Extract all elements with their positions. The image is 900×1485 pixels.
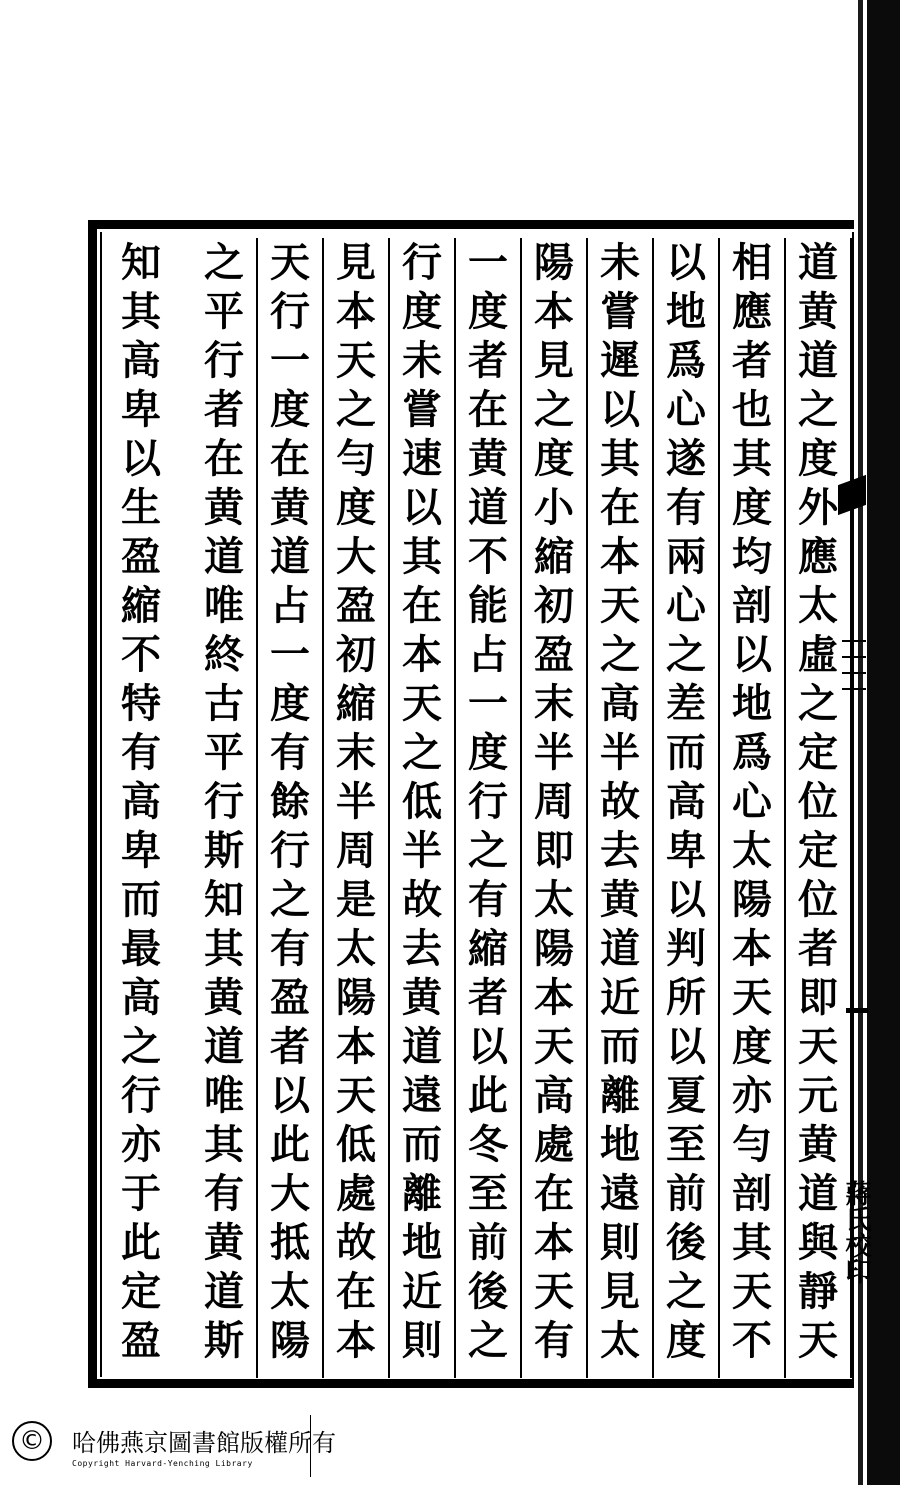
column-character: 未 [600, 239, 640, 286]
column-character: 心 [666, 386, 706, 433]
column-character: 元 [798, 1072, 838, 1119]
column-character: 之 [600, 631, 640, 678]
column-character: 之 [270, 876, 310, 923]
column-character: 太 [336, 925, 376, 972]
column-character: 後 [666, 1219, 706, 1266]
column-character: 在 [600, 484, 640, 531]
column-character: 離 [402, 1170, 442, 1217]
column-character: 有 [204, 1170, 244, 1217]
column-character: 至 [468, 1170, 508, 1217]
column-character: 其 [732, 435, 772, 482]
column-character: 前 [468, 1219, 508, 1266]
column-character: 定 [121, 1268, 161, 1315]
column-character: 行 [204, 337, 244, 384]
column-character: 天 [732, 974, 772, 1021]
column-character: 去 [402, 925, 442, 972]
column-character: 初 [336, 631, 376, 678]
column-character: 縮 [534, 533, 574, 580]
column-character: 之 [798, 680, 838, 727]
column-character: 其 [204, 925, 244, 972]
column-character: 道 [798, 337, 838, 384]
column-character: 者 [468, 974, 508, 1021]
column-character: 地 [732, 680, 772, 727]
column-character: 以 [121, 435, 161, 482]
column-character: 處 [336, 1170, 376, 1217]
column-character: 在 [270, 435, 310, 482]
column-character: 占 [270, 582, 310, 629]
column-character: 兩 [666, 533, 706, 580]
column-character: 于 [121, 1170, 161, 1217]
column-character: 以 [270, 1072, 310, 1119]
column-character: 天 [600, 582, 640, 629]
copyright-chinese: 哈佛燕京圖書館版權所有 [72, 1429, 336, 1457]
column-character: 唯 [204, 1072, 244, 1119]
fold-tick [846, 1008, 868, 1013]
column-character: 以 [402, 484, 442, 531]
column-character: 占 [468, 631, 508, 678]
column-character: 度 [468, 729, 508, 776]
column-character: 天 [336, 1072, 376, 1119]
column-character: 以 [666, 239, 706, 286]
column-character: 近 [402, 1268, 442, 1315]
column-character: 一 [270, 631, 310, 678]
column-character: 勻 [336, 435, 376, 482]
column-character: 而 [121, 876, 161, 923]
column-character: 高 [121, 974, 161, 1021]
column-character: 處 [534, 1121, 574, 1168]
column-character: 嘗 [600, 288, 640, 335]
column-character: 在 [336, 1268, 376, 1315]
column-character: 度 [798, 435, 838, 482]
column-character: 之 [336, 386, 376, 433]
column-character: 盈 [121, 533, 161, 580]
column-character: 應 [798, 533, 838, 580]
column-character: 之 [468, 827, 508, 874]
column-character: 者 [204, 386, 244, 433]
column-character: 周 [534, 778, 574, 825]
column-character: 盈 [534, 631, 574, 678]
column-character: 本 [534, 288, 574, 335]
column-character: 亦 [121, 1121, 161, 1168]
column-character: 之 [666, 631, 706, 678]
column-character: 故 [336, 1219, 376, 1266]
column-character: 太 [798, 582, 838, 629]
column-character: 之 [798, 386, 838, 433]
column-character: 度 [270, 680, 310, 727]
column-character: 本 [534, 1219, 574, 1266]
column-character: 故 [402, 876, 442, 923]
column-character: 心 [666, 582, 706, 629]
column-character: 前 [666, 1170, 706, 1217]
column-character: 相 [732, 239, 772, 286]
column-character: 黄 [600, 876, 640, 923]
column-character: 半 [534, 729, 574, 776]
column-character: 半 [402, 827, 442, 874]
column-character: 道 [270, 533, 310, 580]
column-character: 度 [402, 288, 442, 335]
column-character: 道 [204, 1023, 244, 1070]
column-character: 道 [402, 1023, 442, 1070]
column-character: 斯 [204, 827, 244, 874]
text-column [192, 238, 258, 1378]
column-character: 差 [666, 680, 706, 727]
column-character: 之 [204, 239, 244, 286]
column-character: 大 [336, 533, 376, 580]
column-character: 度 [534, 435, 574, 482]
column-character: 位 [798, 876, 838, 923]
column-character: 者 [732, 337, 772, 384]
column-character: 太 [600, 1317, 640, 1364]
column-character: 度 [468, 288, 508, 335]
column-character: 大 [270, 1170, 310, 1217]
column-character: 而 [402, 1121, 442, 1168]
column-character: 高 [121, 778, 161, 825]
column-character: 有 [270, 925, 310, 972]
column-character: 近 [600, 974, 640, 1021]
margin-stamp-text: 蔣氏校印 [841, 1180, 871, 1284]
column-character: 天 [732, 1268, 772, 1315]
column-character: 有 [534, 1317, 574, 1364]
column-character: 以 [600, 386, 640, 433]
column-character: 本 [336, 1317, 376, 1364]
column-character: 一 [270, 337, 310, 384]
column-character: 唯 [204, 582, 244, 629]
column-character: 道 [600, 925, 640, 972]
column-character: 高 [534, 1072, 574, 1119]
column-character: 餘 [270, 778, 310, 825]
column-character: 初 [534, 582, 574, 629]
column-character: 有 [468, 876, 508, 923]
column-character: 本 [402, 631, 442, 678]
column-character: 遠 [402, 1072, 442, 1119]
column-character: 能 [468, 582, 508, 629]
column-character: 陽 [270, 1317, 310, 1364]
column-character: 一 [468, 680, 508, 727]
column-character: 行 [270, 288, 310, 335]
column-character: 行 [468, 778, 508, 825]
text-column [654, 238, 720, 1378]
text-column [456, 238, 522, 1378]
column-character: 見 [336, 239, 376, 286]
column-character: 黄 [468, 435, 508, 482]
copyright-block [0, 1415, 336, 1477]
column-character: 冬 [468, 1121, 508, 1168]
column-character: 天 [336, 337, 376, 384]
column-character: 行 [402, 239, 442, 286]
column-character: 縮 [468, 925, 508, 972]
column-character: 黄 [204, 1219, 244, 1266]
column-character: 縮 [121, 582, 161, 629]
column-character: 有 [121, 729, 161, 776]
column-character: 卑 [121, 827, 161, 874]
column-character: 小 [534, 484, 574, 531]
column-character: 黄 [402, 974, 442, 1021]
column-character: 盈 [270, 974, 310, 1021]
column-character: 黄 [270, 484, 310, 531]
column-character: 所 [666, 974, 706, 1021]
column-character: 太 [270, 1268, 310, 1315]
column-character: 之 [666, 1268, 706, 1315]
column-character: 則 [402, 1317, 442, 1364]
column-character: 卑 [121, 386, 161, 433]
text-column [258, 238, 324, 1378]
column-character: 有 [666, 484, 706, 531]
column-character: 其 [732, 1219, 772, 1266]
text-column [390, 238, 456, 1378]
column-character: 不 [732, 1317, 772, 1364]
column-character: 平 [204, 288, 244, 335]
column-character: 終 [204, 631, 244, 678]
column-character: 道 [798, 239, 838, 286]
column-character: 黄 [798, 288, 838, 335]
column-character: 半 [336, 778, 376, 825]
column-character: 遠 [600, 1170, 640, 1217]
column-character: 心 [732, 778, 772, 825]
column-character: 故 [600, 778, 640, 825]
column-character: 未 [402, 337, 442, 384]
column-character: 本 [336, 288, 376, 335]
column-character: 此 [121, 1219, 161, 1266]
text-column [720, 238, 786, 1378]
column-character: 盈 [121, 1317, 161, 1364]
column-character: 不 [468, 533, 508, 580]
column-character: 在 [534, 1170, 574, 1217]
column-character: 爲 [732, 729, 772, 776]
column-character: 離 [600, 1072, 640, 1119]
column-character: 剖 [732, 582, 772, 629]
column-character: 天 [798, 1023, 838, 1070]
column-character: 其 [204, 1121, 244, 1168]
column-character: 之 [468, 1317, 508, 1364]
fold-marks [842, 640, 866, 704]
column-character: 其 [121, 288, 161, 335]
fold-stamp-bar [852, 1150, 854, 1180]
column-character: 道 [204, 533, 244, 580]
column-character: 速 [402, 435, 442, 482]
column-character: 行 [121, 1072, 161, 1119]
column-character: 不 [121, 631, 161, 678]
column-character: 者 [468, 337, 508, 384]
column-character: 之 [121, 1023, 161, 1070]
text-column [522, 238, 588, 1378]
column-character: 爲 [666, 337, 706, 384]
column-character: 太 [732, 827, 772, 874]
column-character: 高 [666, 778, 706, 825]
column-character: 其 [600, 435, 640, 482]
column-character: 周 [336, 827, 376, 874]
column-character: 行 [270, 827, 310, 874]
column-character: 在 [402, 582, 442, 629]
column-character: 天 [402, 680, 442, 727]
column-character: 夏 [666, 1072, 706, 1119]
column-character: 本 [336, 1023, 376, 1070]
column-character: 有 [270, 729, 310, 776]
column-character: 度 [336, 484, 376, 531]
column-character: 度 [732, 1023, 772, 1070]
column-character: 天 [270, 239, 310, 286]
column-character: 本 [732, 925, 772, 972]
column-character: 亦 [732, 1072, 772, 1119]
column-character: 斯 [204, 1317, 244, 1364]
column-character: 度 [666, 1317, 706, 1364]
column-character: 位 [798, 778, 838, 825]
text-column [324, 238, 390, 1378]
column-character: 抵 [270, 1219, 310, 1266]
column-character: 低 [402, 778, 442, 825]
column-character: 嘗 [402, 386, 442, 433]
column-character: 地 [402, 1219, 442, 1266]
column-character: 平 [204, 729, 244, 776]
column-character: 此 [468, 1072, 508, 1119]
column-character: 之 [402, 729, 442, 776]
column-character: 半 [600, 729, 640, 776]
column-character: 後 [468, 1268, 508, 1315]
column-character: 末 [534, 680, 574, 727]
column-character: 高 [600, 680, 640, 727]
column-character: 而 [600, 1023, 640, 1070]
column-character: 黄 [798, 1121, 838, 1168]
column-character: 剖 [732, 1170, 772, 1217]
column-character: 特 [121, 680, 161, 727]
column-character: 去 [600, 827, 640, 874]
column-character: 度 [270, 386, 310, 433]
column-character: 道 [204, 1268, 244, 1315]
column-character: 應 [732, 288, 772, 335]
column-character: 本 [600, 533, 640, 580]
column-character: 勻 [732, 1121, 772, 1168]
column-character: 其 [402, 533, 442, 580]
column-character: 天 [534, 1023, 574, 1070]
column-character: 陽 [534, 239, 574, 286]
column-character: 定 [798, 729, 838, 776]
column-character: 見 [534, 337, 574, 384]
column-character: 度 [732, 484, 772, 531]
column-character: 黄 [204, 974, 244, 1021]
column-character: 以 [666, 1023, 706, 1070]
column-character: 天 [534, 1268, 574, 1315]
column-character: 者 [798, 925, 838, 972]
column-character: 低 [336, 1121, 376, 1168]
column-character: 末 [336, 729, 376, 776]
column-character: 定 [798, 827, 838, 874]
column-character: 靜 [798, 1268, 838, 1315]
column-character: 道 [798, 1170, 838, 1217]
column-character: 知 [204, 876, 244, 923]
column-character: 道 [468, 484, 508, 531]
column-character: 本 [534, 974, 574, 1021]
column-character: 也 [732, 386, 772, 433]
column-character: 遲 [600, 337, 640, 384]
column-character: 陽 [732, 876, 772, 923]
column-character: 陽 [534, 925, 574, 972]
column-character: 以 [468, 1023, 508, 1070]
column-character: 虛 [798, 631, 838, 678]
column-character: 在 [468, 386, 508, 433]
column-character: 天 [798, 1317, 838, 1364]
column-character: 見 [600, 1268, 640, 1315]
copyright-english: Copyright Harvard-Yenching Library [72, 1459, 253, 1468]
column-character: 外 [798, 484, 838, 531]
column-character: 而 [666, 729, 706, 776]
text-column [588, 238, 654, 1378]
column-character: 是 [336, 876, 376, 923]
column-character: 知 [121, 239, 161, 286]
column-character: 以 [732, 631, 772, 678]
column-character: 陽 [336, 974, 376, 1021]
column-character: 一 [468, 239, 508, 286]
column-character: 最 [121, 925, 161, 972]
column-character: 與 [798, 1219, 838, 1266]
column-character: 者 [270, 1023, 310, 1070]
column-character: 黄 [204, 484, 244, 531]
column-character: 以 [666, 876, 706, 923]
column-character: 即 [534, 827, 574, 874]
column-character: 地 [666, 288, 706, 335]
column-character: 判 [666, 925, 706, 972]
column-character: 遂 [666, 435, 706, 482]
column-character: 在 [204, 435, 244, 482]
column-character: 此 [270, 1121, 310, 1168]
column-character: 盈 [336, 582, 376, 629]
column-character: 卑 [666, 827, 706, 874]
column-character: 古 [204, 680, 244, 727]
column-character: 生 [121, 484, 161, 531]
column-character: 行 [204, 778, 244, 825]
column-character: 即 [798, 974, 838, 1021]
column-character: 之 [534, 386, 574, 433]
text-column [108, 238, 174, 1378]
column-character: 均 [732, 533, 772, 580]
column-character: 縮 [336, 680, 376, 727]
column-character: 至 [666, 1121, 706, 1168]
column-character: 則 [600, 1219, 640, 1266]
copyright-icon: © [12, 1421, 52, 1461]
column-character: 太 [534, 876, 574, 923]
column-character: 高 [121, 337, 161, 384]
column-character: 地 [600, 1121, 640, 1168]
